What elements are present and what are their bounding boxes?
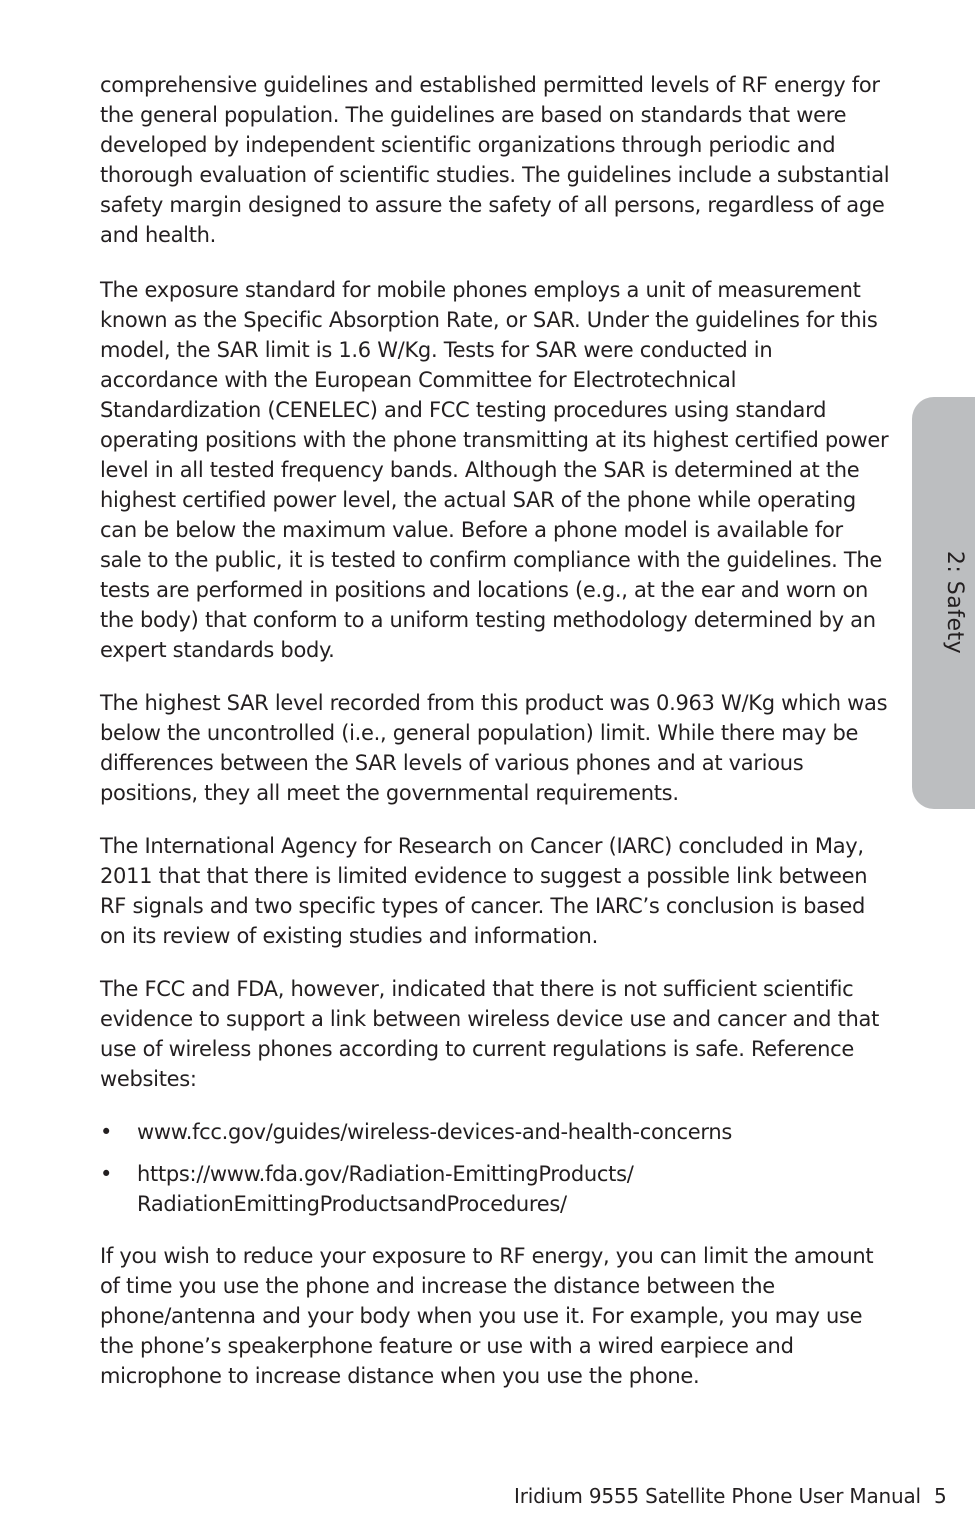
- page-number: 5: [934, 1484, 947, 1508]
- page-content: [100, 70, 890, 1414]
- bullet-icon: •: [100, 1162, 113, 1186]
- paragraph-highest-sar: The highest SAR level recorded from this product was 0.963 W/Kg which was below the uncontrolled (i.e., general population) limit. While there may be differences between the SAR levels of various phones and at various positions, they all meet the governmental requirements.: [100, 691, 888, 805]
- footer-title: Iridium 9555 Satellite Phone User Manual: [514, 1484, 921, 1508]
- chapter-tab: [912, 397, 975, 809]
- paragraph-sar-standard: The exposure standard for mobile phones employs a unit of measurement known as the Specific Absorption Rate, or SAR. Under the guidelines for this model, the SAR limit is 1.6 W/Kg. Tests for SAR were conducted in accordance with the European Committee for Electrotechnical Standardization (CENELEC) and FCC testing procedures using standard operating positions with the phone transmitting at its highest certified power level in all tested frequency bands. Although the SAR is determined at the highest certified power level, the actual SAR of the phone while operating can be below the maximum value. Before a phone model is available for sale to the public, it is tested to confirm compliance with the guidelines. The tests are performed in positions and locations (e.g., at the ear and worn on the body) that conform to a uniform testing methodology determined by an expert standards body.: [100, 278, 889, 662]
- bullet-icon: •: [100, 1120, 113, 1144]
- paragraph-rf-guidelines: comprehensive guidelines and established permitted levels of RF energy for the general population. The guidelines are based on standards that were developed by independent scientific organizations through periodic and thorough evaluation of scientific studies. The guidelines include a substantial safety margin designed to assure the safety of all persons, regardless of age and health.: [100, 73, 890, 247]
- chapter-tab-label: 2: Safety: [942, 550, 968, 654]
- paragraph-reduce-exposure: If you wish to reduce your exposure to RF energy, you can limit the amount of time you use the phone and increase the distance between the phone/antenna and your body when you use it. For example, you may use the phone’s speakerphone feature or use with a wired earpiece and microphone to increase distance when you use the phone.: [100, 1244, 874, 1388]
- list-item: [100, 1117, 890, 1147]
- paragraph-fcc-fda: The FCC and FDA, however, indicated that there is not sufficient scientific evidence to support a link between wireless device use and cancer and that use of wireless phones according to current regulations is safe. Reference websites:: [100, 977, 880, 1091]
- reference-list: [100, 1117, 890, 1219]
- reference-link-fda[interactable]: https://www.fda.gov/Radiation-EmittingProducts/ RadiationEmittingProductsandProcedures/: [137, 1162, 634, 1216]
- paragraph-iarc: The International Agency for Research on Cancer (IARC) concluded in May, 2011 that that there is limited evidence to suggest a possible link between RF signals and two specific types of cancer. The IARC’s conclusion is based on its review of existing studies and information.: [100, 834, 868, 948]
- reference-link-fcc[interactable]: www.fcc.gov/guides/wireless-devices-and-health-concerns: [137, 1120, 732, 1144]
- list-item: [100, 1159, 890, 1219]
